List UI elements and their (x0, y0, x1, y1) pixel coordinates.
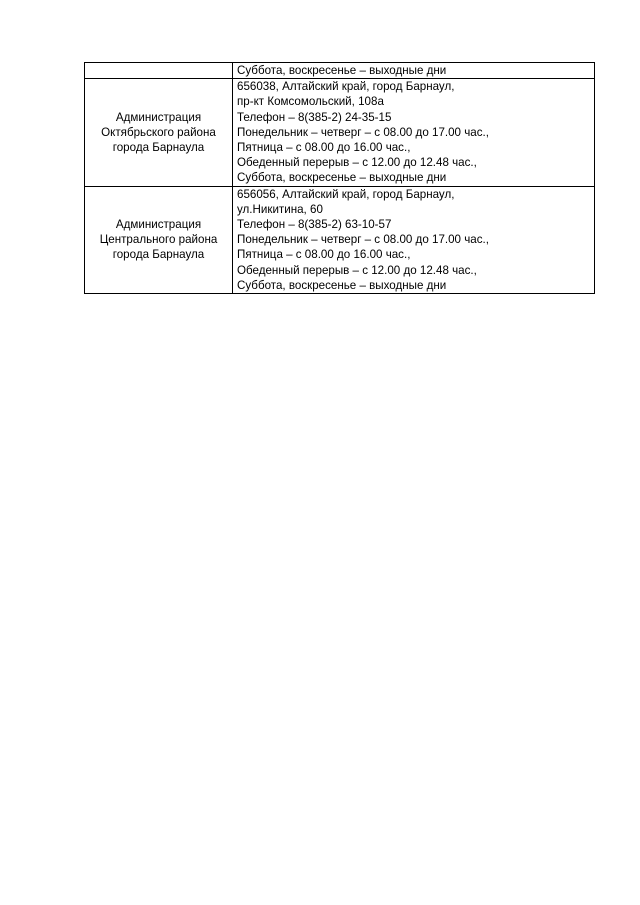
org-name-line: Центрального района (99, 233, 218, 247)
detail-line-address: 656056, Алтайский край, город Барнаул, (237, 187, 455, 201)
detail-line-hours-mon-thu: Понедельник – четверг – с 08.00 до 17.00 час., (237, 233, 489, 247)
table-row (85, 63, 595, 79)
details-cell (233, 63, 595, 79)
detail-line-phone: Телефон – 8(385-2) 24-35-15 (237, 110, 392, 124)
organization-cell (85, 79, 233, 186)
table-row (85, 186, 595, 293)
detail-line-hours-weekend: Суббота, воскресенье – выходные дни (237, 64, 447, 77)
org-name-line: Администрация (115, 110, 202, 124)
administration-contacts-table (84, 62, 595, 294)
detail-line-address: 656038, Алтайский край, город Барнаул, (237, 80, 455, 94)
org-name-line: Администрация (115, 218, 202, 232)
table-row (85, 79, 595, 186)
detail-line-lunch-break: Обеденный перерыв – с 12.00 до 12.48 час., (237, 263, 477, 277)
details-cell (233, 79, 595, 186)
details-cell (233, 186, 595, 293)
organization-cell (85, 186, 233, 293)
detail-line-hours-fri: Пятница – с 08.00 до 16.00 час., (237, 141, 411, 155)
detail-line-street: пр-кт Комсомольский, 108а (237, 95, 384, 109)
detail-line-hours-mon-thu: Понедельник – четверг – с 08.00 до 17.00 час., (237, 125, 489, 139)
detail-line-street: ул.Никитина, 60 (237, 202, 323, 216)
org-name-line: города Барнаула (112, 248, 205, 262)
org-name-line: Октябрьского района (101, 125, 216, 139)
detail-line-hours-weekend: Суббота, воскресенье – выходные дни (237, 278, 447, 292)
detail-line-hours-fri: Пятница – с 08.00 до 16.00 час., (237, 248, 411, 262)
detail-line-lunch-break: Обеденный перерыв – с 12.00 до 12.48 час., (237, 156, 477, 170)
organization-cell (85, 63, 233, 79)
detail-line-hours-weekend: Суббота, воскресенье – выходные дни (237, 171, 447, 185)
detail-line-phone: Телефон – 8(385-2) 63-10-57 (237, 218, 392, 232)
org-name-line: города Барнаула (112, 141, 205, 155)
